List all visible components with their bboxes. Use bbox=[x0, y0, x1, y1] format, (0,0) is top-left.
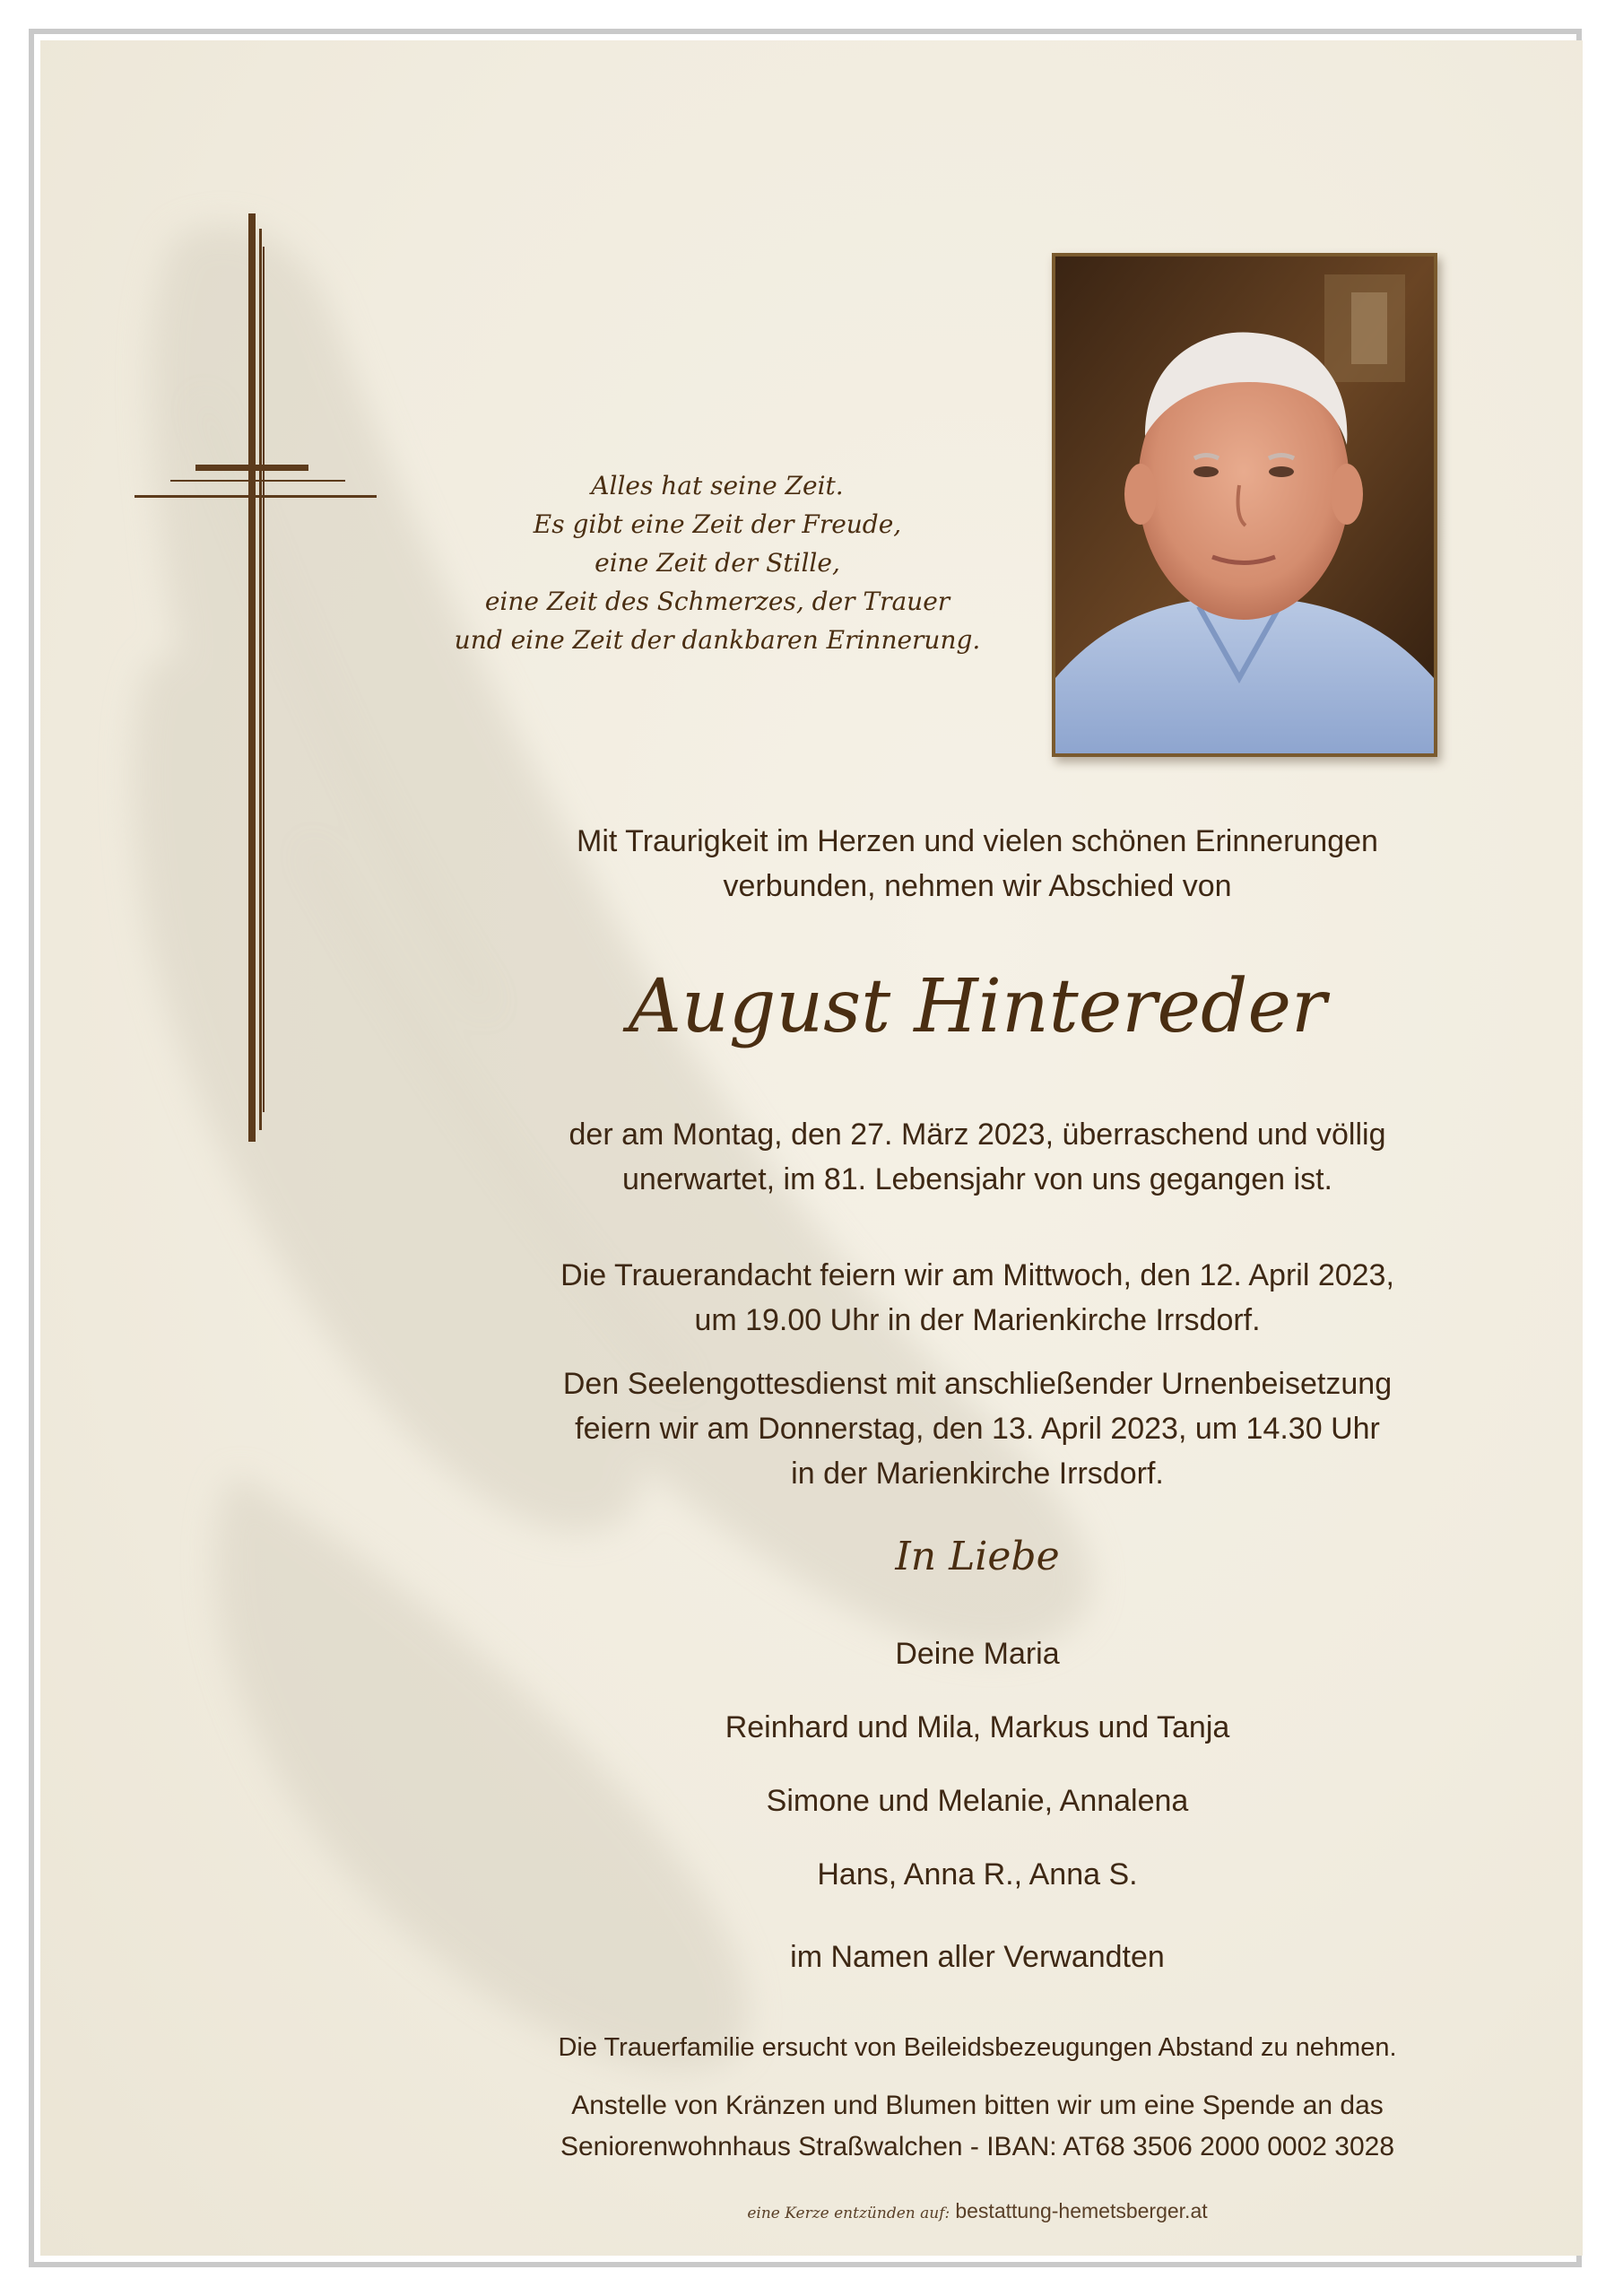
mourner-line: Hans, Anna R., Anna S. bbox=[817, 1857, 1138, 1892]
mourner-line: im Namen aller Verwandten bbox=[790, 1940, 1165, 1974]
service-line: um 19.00 Uhr in der Marienkirche Irrsdorf. bbox=[694, 1303, 1261, 1337]
intro-text bbox=[462, 819, 1493, 909]
footer bbox=[462, 2199, 1493, 2223]
quote-line: Alles hat seine Zeit. bbox=[591, 471, 844, 500]
quote-line: Es gibt eine Zeit der Freude, bbox=[533, 509, 902, 539]
death-notice-line: unerwartet, im 81. Lebensjahr von uns gegangen ist. bbox=[622, 1162, 1332, 1196]
death-notice bbox=[462, 1112, 1493, 1202]
intro-line: Mit Traurigkeit im Herzen und vielen schönen Erinnerungen bbox=[577, 824, 1378, 858]
quote-line: eine Zeit des Schmerzes, der Trauer bbox=[484, 587, 950, 616]
obituary-page bbox=[40, 40, 1583, 2256]
service-line: Die Trauerandacht feiern wir am Mittwoch, den 12. April 2023, bbox=[560, 1258, 1394, 1292]
service-line: Den Seelengottesdienst mit anschließender Urnenbeisetzung bbox=[562, 1367, 1393, 1401]
death-notice-line: der am Montag, den 27. März 2023, überraschend und völlig bbox=[568, 1118, 1386, 1152]
donation-line: Seniorenwohnhaus Straßwalchen - IBAN: AT68 3506 2000 0002 3028 bbox=[560, 2132, 1395, 2161]
service-line: in der Marienkirche Irrsdorf. bbox=[791, 1457, 1164, 1491]
donation-request bbox=[462, 2085, 1493, 2168]
service-mass bbox=[462, 1361, 1493, 1496]
service-line: feiern wir am Donnerstag, den 13. April 2023, um 14.30 Uhr bbox=[575, 1412, 1380, 1446]
condolence-note: Die Trauerfamilie ersucht von Beileidsbezeugungen Abstand zu nehmen. bbox=[558, 2033, 1397, 2062]
mourner-line: Reinhard und Mila, Markus und Tanja bbox=[725, 1710, 1230, 1744]
footer-lead: eine Kerze entzünden auf: bbox=[747, 2205, 950, 2222]
quote-line: und eine Zeit der dankbaren Erinnerung. bbox=[454, 625, 981, 655]
intro-line: verbunden, nehmen wir Abschied von bbox=[723, 869, 1232, 903]
mourner-line: Simone und Melanie, Annalena bbox=[766, 1784, 1189, 1818]
mourner-line: Deine Maria bbox=[895, 1637, 1060, 1671]
service-vigil bbox=[462, 1253, 1493, 1343]
quote bbox=[395, 466, 1040, 659]
portrait-photo bbox=[1052, 253, 1437, 757]
deceased-name: August Hintereder bbox=[628, 964, 1327, 1049]
website-link[interactable]: bestattung-hemetsberger.at bbox=[955, 2199, 1208, 2222]
donation-line: Anstelle von Kränzen und Blumen bitten wir um eine Spende an das bbox=[571, 2091, 1384, 2120]
quote-line: eine Zeit der Stille, bbox=[595, 548, 840, 578]
closing-heading: In Liebe bbox=[895, 1534, 1060, 1579]
